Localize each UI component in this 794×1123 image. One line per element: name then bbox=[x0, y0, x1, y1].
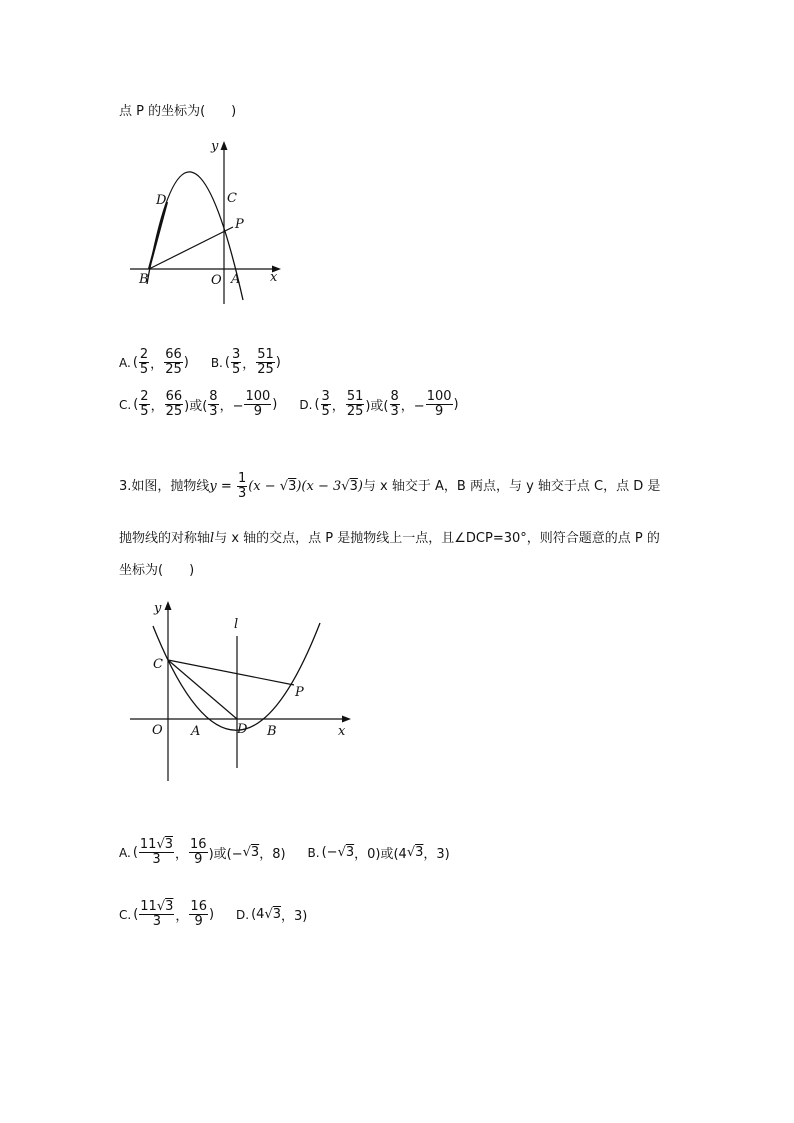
paren: ( bbox=[314, 397, 320, 412]
numerator: 11√3 bbox=[140, 899, 174, 914]
fraction bbox=[139, 348, 149, 377]
q3-label-b: B bbox=[267, 724, 277, 739]
separator: ，− bbox=[400, 399, 425, 414]
separator: ， bbox=[242, 357, 256, 372]
numerator: 16 bbox=[190, 899, 207, 914]
denominator: 5 bbox=[321, 404, 330, 419]
q2-segment-bp bbox=[149, 227, 233, 269]
q2-option-row-1 bbox=[119, 348, 281, 377]
radicand: 3 bbox=[250, 845, 260, 860]
separator: ， bbox=[150, 399, 164, 414]
q3-label-y: y bbox=[154, 601, 162, 616]
q3-label-l: l bbox=[234, 617, 239, 632]
denominator: 3 bbox=[209, 404, 218, 419]
denominator: 3 bbox=[390, 404, 399, 419]
denominator: 9 bbox=[194, 852, 203, 867]
numerator: 2 bbox=[139, 347, 149, 362]
q2-option-c-label[interactable]: C. bbox=[119, 397, 132, 412]
radicand: 3 bbox=[272, 907, 282, 922]
separator: ， bbox=[150, 357, 164, 372]
q3-option-row-1: A. ( $\frac{11√3}{3}$ ， $\frac{16}{9}$ )或(− √ 3 ，8) B. (− √ 3 ，0)或(4 √ 3 ，3) bbox=[119, 837, 450, 867]
q3-option-b-label[interactable]: B. bbox=[307, 845, 320, 860]
text: ，0)或(4 bbox=[354, 847, 407, 862]
denominator: 5 bbox=[139, 362, 149, 377]
q3-option-row-2: C. ( $\frac{11√3}{3}$ ， $\frac{16}{9}$ ) D. (4 √ 3 ，3) bbox=[119, 899, 308, 929]
fraction bbox=[346, 390, 365, 419]
fraction bbox=[164, 348, 183, 377]
q3-option-c-label[interactable]: C. bbox=[119, 907, 132, 922]
separator: ， bbox=[175, 909, 189, 924]
denominator: 25 bbox=[346, 404, 364, 419]
q2-option-a-label[interactable]: A. bbox=[119, 355, 131, 370]
separator: ，− bbox=[219, 399, 244, 414]
fraction bbox=[231, 348, 241, 377]
q2-stem-tail: 点 P 的坐标为( ) bbox=[119, 104, 237, 119]
paren: ( bbox=[132, 355, 138, 370]
numerator: 1 bbox=[237, 471, 247, 486]
q3-eq-factor: )(x − 3 bbox=[296, 478, 342, 494]
fraction bbox=[390, 390, 400, 419]
paren: ( bbox=[133, 907, 139, 922]
numerator: 2 bbox=[140, 389, 149, 404]
numerator: 8 bbox=[209, 389, 218, 404]
q3-option-a-label[interactable]: A. bbox=[119, 845, 131, 860]
denominator: 25 bbox=[165, 404, 183, 419]
fraction bbox=[208, 390, 218, 419]
q2-option-row-2 bbox=[119, 390, 459, 419]
q3-eq-radicand: 3 bbox=[349, 478, 358, 494]
q3-stem-line-2 bbox=[119, 531, 660, 547]
denominator: 9 bbox=[194, 914, 203, 929]
q3-line2-b: 与 x 轴的交点，点 P 是抛物线上一点，且∠DCP=30°，则符合题意的点 P 的 bbox=[214, 531, 660, 546]
connector: )或( bbox=[365, 399, 389, 414]
fraction bbox=[139, 900, 174, 929]
denominator: 25 bbox=[165, 362, 182, 377]
numerator: 100 bbox=[245, 389, 271, 404]
q3-figure bbox=[125, 598, 355, 783]
fraction bbox=[189, 900, 208, 929]
numerator: 3 bbox=[321, 389, 330, 404]
q3-segment-cd bbox=[168, 660, 237, 719]
fraction bbox=[321, 390, 331, 419]
paren: ) bbox=[272, 397, 278, 412]
q2-option-d-label[interactable]: D. bbox=[299, 397, 313, 412]
numerator: 11√3 bbox=[139, 837, 174, 852]
q3-label-p: P bbox=[295, 685, 304, 700]
paren: ( bbox=[133, 397, 139, 412]
separator: ， bbox=[331, 399, 345, 414]
q3-x-arrow bbox=[342, 716, 351, 723]
radicand: 3 bbox=[415, 845, 424, 860]
paren: ( bbox=[132, 845, 138, 860]
fraction bbox=[189, 838, 208, 867]
q2-label-a: A bbox=[231, 272, 241, 287]
denominator: 25 bbox=[257, 362, 274, 377]
fraction bbox=[256, 348, 275, 377]
q2-label-b: B bbox=[139, 272, 149, 287]
numerator: 3 bbox=[231, 347, 241, 362]
denominator: 3 bbox=[237, 486, 247, 501]
connector: )或(− bbox=[208, 847, 243, 862]
text: (− bbox=[321, 845, 338, 860]
q3-line2-l: l bbox=[210, 531, 215, 546]
paren: ) bbox=[183, 355, 189, 370]
numerator: 8 bbox=[390, 389, 399, 404]
q3-option-d-label[interactable]: D. bbox=[236, 907, 250, 922]
q2-label-d: D bbox=[156, 193, 167, 208]
q3-line2-a: 抛物线的对称轴 bbox=[119, 531, 211, 546]
q3-eq-factor: (x − bbox=[248, 478, 280, 494]
q2-label-c: C bbox=[227, 191, 237, 206]
text: ，3) bbox=[423, 847, 450, 862]
text: (4 bbox=[251, 907, 265, 922]
q2-label-y: y bbox=[211, 139, 219, 154]
q2-option-b-label[interactable]: B. bbox=[210, 355, 223, 370]
q3-suffix: 与 x 轴交于 A，B 两点，与 y 轴交于点 C，点 D 是 bbox=[362, 478, 661, 494]
paren: ) bbox=[208, 907, 215, 922]
q2-label-x: x bbox=[270, 270, 278, 285]
numerator: 16 bbox=[190, 837, 207, 852]
q3-eq-y: y bbox=[209, 478, 217, 494]
numerator: 66 bbox=[165, 347, 182, 362]
fraction bbox=[165, 390, 184, 419]
q3-label-x: x bbox=[338, 724, 346, 739]
q3-label-c: C bbox=[153, 657, 163, 672]
q3-stem-line-1: 3.如图，抛物线 y = $\frac{1}{3}$ (x − √ 3 )(x − 3 √ 3 ) 与 x 轴交于 A，B 两点，与 y 轴交于点 C，点 D 是 bbox=[119, 471, 661, 501]
paren: ) bbox=[453, 397, 459, 412]
q3-eq-factor: ) bbox=[357, 478, 363, 494]
numerator: 51 bbox=[346, 389, 364, 404]
q2-segment-bd bbox=[149, 202, 167, 269]
q2-figure bbox=[125, 138, 285, 308]
q2-y-arrow bbox=[221, 141, 228, 150]
q3-label-d: D bbox=[237, 722, 248, 737]
denominator: 9 bbox=[253, 404, 263, 419]
denominator: 3 bbox=[152, 852, 161, 867]
q3-label-a: A bbox=[191, 724, 201, 739]
q3-eq-fraction bbox=[237, 472, 247, 501]
q3-prefix: 3.如图，抛物线 bbox=[119, 478, 210, 494]
q3-label-o: O bbox=[152, 723, 163, 738]
q3-eq-radicand: 3 bbox=[288, 478, 297, 494]
q3-segment-cp bbox=[168, 660, 294, 685]
numerator: 100 bbox=[426, 389, 452, 404]
q2-label-o: O bbox=[211, 273, 222, 288]
radicand: 3 bbox=[345, 845, 355, 860]
denominator: 9 bbox=[434, 404, 444, 419]
numerator: 66 bbox=[165, 389, 183, 404]
fraction bbox=[244, 390, 271, 419]
denominator: 5 bbox=[140, 404, 149, 419]
fraction bbox=[139, 838, 174, 867]
paren: ) bbox=[275, 355, 281, 370]
tail: ，8) bbox=[259, 847, 286, 862]
q2-label-p: P bbox=[235, 217, 244, 232]
fraction bbox=[426, 390, 453, 419]
q3-stem-line-3: 坐标为( ) bbox=[119, 563, 195, 578]
text: ，3) bbox=[281, 909, 308, 924]
q3-eq-equals: = bbox=[216, 478, 236, 494]
q3-y-arrow bbox=[165, 601, 172, 610]
connector: )或( bbox=[184, 399, 208, 414]
separator: ， bbox=[175, 847, 189, 862]
denominator: 3 bbox=[152, 914, 161, 929]
fraction bbox=[139, 390, 149, 419]
paren: ( bbox=[224, 355, 230, 370]
denominator: 5 bbox=[231, 362, 241, 377]
numerator: 51 bbox=[257, 347, 274, 362]
